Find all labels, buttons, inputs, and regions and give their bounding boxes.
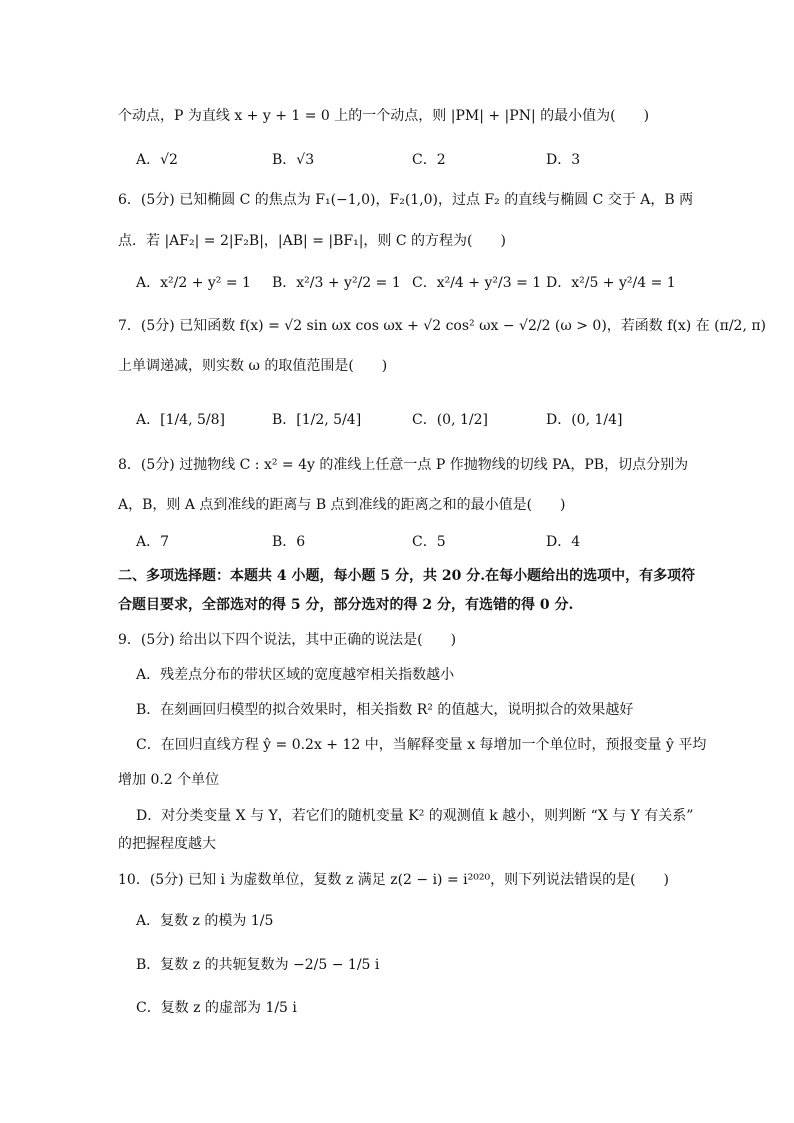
q9-option-c-line2: 增加 0.2 个单位: [118, 772, 220, 788]
q7-option-a: A．[1/4, 5/8]: [136, 412, 225, 428]
q6-stem-line2: 点．若 |AF₂| = 2|F₂B|，|AB| = |BF₁|，则 C 的方程为( ): [118, 233, 506, 249]
q7-option-d: D．(0, 1/4]: [546, 412, 623, 428]
section2-heading-line1: 二、多项选择题：本题共 4 小题，每小题 5 分，共 20 分.在每小题给出的选项中，有多项符: [118, 568, 696, 584]
q9-stem: 9．(5分) 给出以下四个说法，其中正确的说法是( ): [118, 632, 457, 648]
section2-heading-line2: 合题目要求，全部选对的得 5 分，部分选对的得 2 分，有选错的得 0 分.: [118, 597, 574, 613]
q8-stem-line2: A，B，则 A 点到准线的距离与 B 点到准线的距离之和的最小值是( ): [118, 497, 566, 513]
q6-option-a: A．x²/2 + y² = 1: [136, 275, 251, 291]
q6-option-d: D．x²/5 + y²/4 = 1: [546, 275, 676, 291]
q10-option-c: C．复数 z 的虚部为 1/5 i: [136, 1000, 297, 1016]
q9-option-d-line2: 的把握程度越大: [118, 836, 216, 852]
q5-option-c: C．2: [412, 152, 446, 168]
q7-stem-line2: 上单调递减，则实数 ω 的取值范围是( ): [118, 358, 388, 374]
q9-option-d-line1: D．对分类变量 X 与 Y，若它们的随机变量 K² 的观测值 k 越小，则判断 “X 与 Y 有关系”: [136, 808, 694, 824]
q6-stem-line1: 6．(5分) 已知椭圆 C 的焦点为 F₁(−1,0)，F₂(1,0)，过点 F₂ 的直线与椭圆 C 交于 A，B 两: [118, 192, 694, 208]
q8-options: [136, 530, 776, 554]
q7-option-c: C．(0, 1/2]: [412, 412, 488, 428]
q6-option-c: C．x²/4 + y²/3 = 1: [412, 275, 542, 291]
q5-option-a: A．√2: [136, 152, 178, 168]
q8-option-d: D．4: [546, 534, 581, 550]
q8-option-b: B．6: [272, 534, 306, 550]
q6-option-b: B．x²/3 + y²/2 = 1: [272, 275, 401, 291]
q8-option-c: C．5: [412, 534, 446, 550]
q5-continuation: 个动点，P 为直线 x + y + 1 = 0 上的一个动点，则 |PM| + |PN| 的最小值为( ): [118, 108, 650, 124]
q10-stem: 10．(5分) 已知 i 为虚数单位，复数 z 满足 z(2 − i) = i²⁰²⁰，则下列说法错误的是( ): [118, 872, 669, 888]
q8-option-a: A．7: [136, 534, 170, 550]
q9-option-b: B．在刻画回归模型的拟合效果时，相关指数 R² 的值越大，说明拟合的效果越好: [136, 702, 634, 718]
q9-option-c-line1: C．在回归直线方程 ŷ = 0.2x + 12 中，当解释变量 x 每增加一个单位时，预报变量 ŷ 平均: [136, 737, 707, 753]
q5-option-d: D．3: [546, 152, 581, 168]
q7-option-b: B．[1/2, 5/4]: [272, 412, 362, 428]
q10-option-b: B．复数 z 的共轭复数为 −2/5 − 1/5 i: [136, 957, 380, 973]
q10-option-a: A．复数 z 的模为 1/5: [136, 913, 274, 929]
q7-stem-line1: 7．(5分) 已知函数 f(x) = √2 sin ωx cos ωx + √2 cos² ωx − √2/2 (ω > 0)，若函数 f(x) 在 (π/2, π): [118, 318, 767, 334]
q9-option-a: A．残差点分布的带状区域的宽度越窄相关指数越小: [136, 667, 455, 683]
q6-options: [136, 271, 776, 295]
q7-options: [136, 408, 776, 432]
q8-stem-line1: 8．(5分) 过抛物线 C : x² = 4y 的准线上任意一点 P 作抛物线的切线 PA，PB，切点分别为: [118, 457, 689, 473]
q5-options: [136, 148, 776, 172]
q5-option-b: B．√3: [272, 152, 315, 168]
